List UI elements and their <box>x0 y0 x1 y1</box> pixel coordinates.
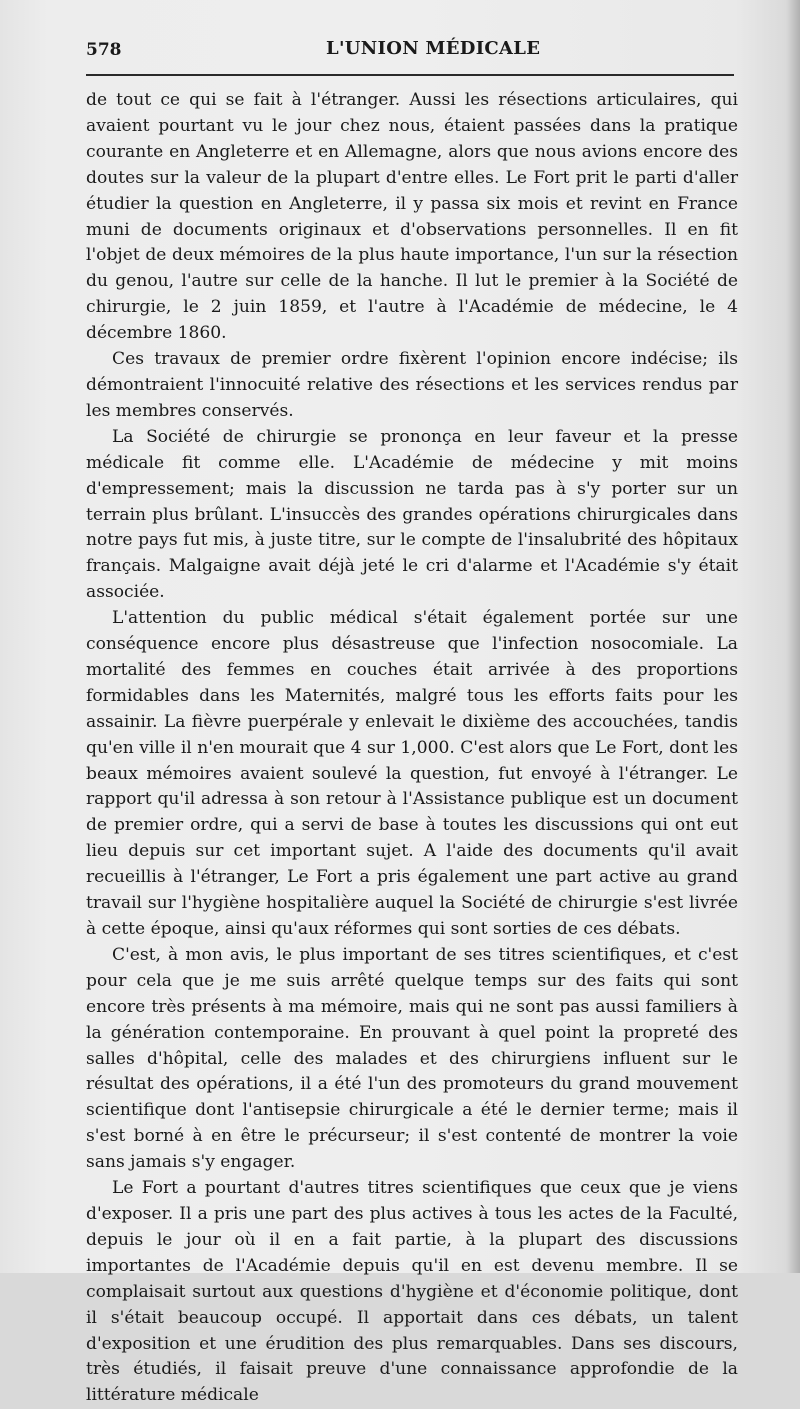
article-body <box>86 88 738 1409</box>
paragraph: Le Fort a pourtant d'autres titres scientifiques que ceux que je viens d'exposer. Il a pris une part des plus actives à tous les actes de la Faculté, depuis le jour où il en a fait partie, à la plupart des discussions importantes de l'Académie depuis qu'il en est devenu membre. Il se complaisait surtout aux questions d'hygiène et d'économie politique, dont il s'était beaucoup occupé. Il apportait dans ces débats, un talent d'exposition et une érudition des plus remarquables. Dans ses discours, très étudiés, il faisait preuve d'une connaissance approfondie de la littérature médicale <box>86 1178 738 1406</box>
paragraph: La Société de chirurgie se prononça en leur faveur et la presse médicale fit comme elle. L'Académie de médecine y mit moins d'empressement; mais la discussion ne tarda pas à s'y porter sur un terrain plus brûlant. L'insuccès des grandes opérations chirurgicales dans notre pays fut mis, à juste titre, sur le compte de l'insalubrité des hôpitaux français. Malgaigne avait déjà jeté le cri d'alarme et l'Académie s'y était associée. <box>86 426 738 603</box>
paragraph: L'attention du public médical s'était également portée sur une conséquence encore plus désastreuse que l'infection nosocomiale. La mortalité des femmes en couches était arrivée à des proportions formidables dans les Maternités, malgré tous les efforts faits pour les assainir. La fièvre puerpérale y enlevait le dixième des accouchées, tandis qu'en ville il n'en mourait que 4 sur 1,000. C'est alors que Le Fort, dont les beaux mémoires avaient soulevé la question, fut envoyé à l'étranger. Le rapport qu'il adressa à son retour à l'Assistance publique est un document de premier ordre, qui a servi de base à toutes les discussions qui ont eut lieu depuis sur cet important sujet. A l'aide des documents qu'il avait recueillis à l'étranger, Le Fort a pris également une part active au grand travail sur l'hygiène hospitalière auquel la Société de chirurgie s'est livrée à cette époque, ainsi qu'aux réformes qui sont sorties de ces débats. <box>86 608 738 939</box>
paragraph: C'est, à mon avis, le plus important de ses titres scientifiques, et c'est pour cela que je me suis arrêté quelque temps sur des faits qui sont encore très présents à ma mémoire, mais qui ne sont pas aussi familiers à la génération contemporaine. En prouvant à quel point la propreté des salles d'hôpital, celle des malades et des chirurgiens influent sur le résultat des opérations, il a été l'un des promoteurs du grand mouvement scientifique dont l'antisepsie chirurgicale a été le dernier terme; mais il s'est borné à en être le précurseur; il s'est contenté de montrer la voie sans jamais s'y engager. <box>86 944 738 1173</box>
page-number: 578 <box>86 40 122 60</box>
page-header <box>86 36 742 66</box>
running-title: L'UNION MÉDICALE <box>326 38 541 59</box>
paragraph-continuation: de tout ce qui se fait à l'étranger. Aussi les résections articulaires, qui avaient pourtant vu le jour chez nous, étaient passées dans la pratique courante en Angleterre et en Allemagne, alors que nous avions encore des doutes sur la valeur de la plupart d'entre elles. Le Fort prit le parti d'aller étudier la question en Angleterre, il y passa six mois et revint en France muni de documents originaux et d'observations personnelles. Il en fit l'objet de deux mémoires de la plus haute importance, l'un sur la résection du genou, l'autre sur celle de la hanche. Il lut le premier à la Société de chirurgie, le 2 juin 1859, et l'autre à l'Académie de médecine, le 4 décembre 1860. <box>86 90 738 344</box>
paragraph: Ces travaux de premier ordre fixèrent l'opinion encore indécise; ils démontraient l'innocuité relative des résections et les services rendus par les membres conservés. <box>86 349 738 421</box>
page-edge-shadow <box>786 0 800 1273</box>
header-rule <box>86 74 734 76</box>
